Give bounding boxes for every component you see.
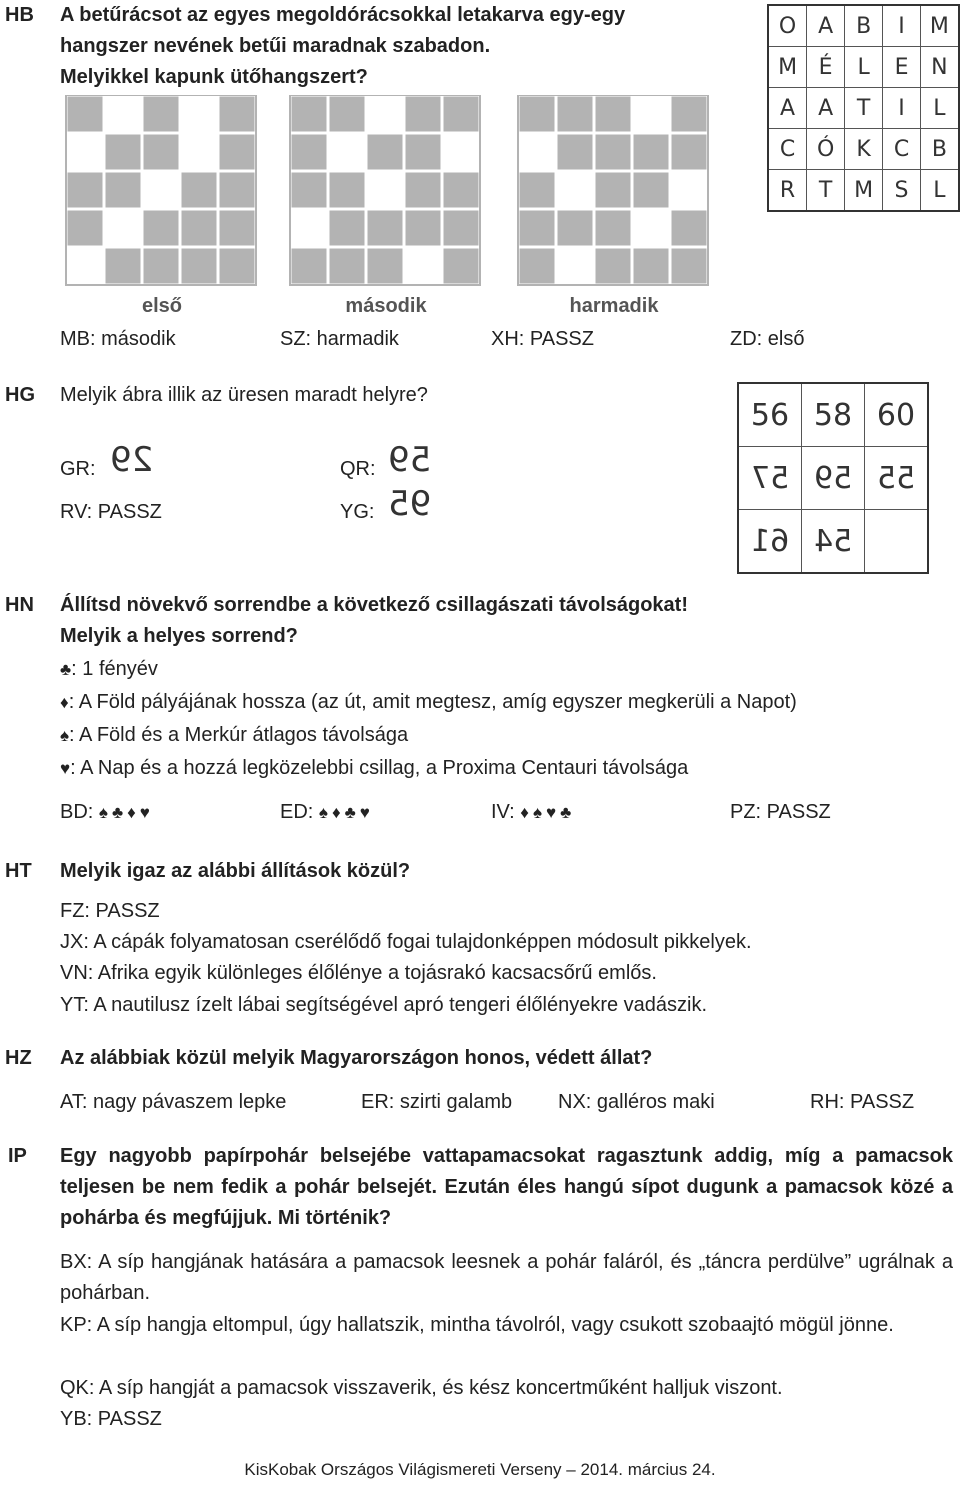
mask-cell-open (104, 209, 142, 247)
mask-cell-covered (594, 133, 632, 171)
mask-cell-covered (328, 95, 366, 133)
question-code-hb: HB (5, 4, 34, 26)
letter-cell: M (845, 170, 883, 212)
question-code-hn: HN (5, 594, 34, 616)
mask-cell-covered (366, 247, 404, 285)
mask-cell-covered (180, 171, 218, 209)
mask-cell-covered (142, 209, 180, 247)
mask-cell-covered (366, 209, 404, 247)
answer-bx: BX: A síp hangjának hatására a pamacsok leesnek a pohár faláról, és „táncra perdülve” ugrálnak a pohárban. (60, 1251, 953, 1304)
mask-cell-open (556, 171, 594, 209)
letter-cell: A (807, 5, 845, 47)
mask-cell-covered (632, 171, 670, 209)
answer-xh: XH: PASSZ (491, 328, 594, 350)
mask-grid-2 (290, 95, 480, 285)
number-cell: 56 (738, 383, 802, 447)
mask-cell-covered (66, 171, 104, 209)
mask-cell-covered (290, 171, 328, 209)
mask-cell-covered (594, 95, 632, 133)
letter-cell: Ó (807, 129, 845, 170)
mask-cell-covered (290, 95, 328, 133)
mask-cell-covered (142, 95, 180, 133)
mask-cell-open (180, 133, 218, 171)
mask-cell-covered (670, 95, 708, 133)
mask-cell-covered (632, 133, 670, 171)
mask-cell-covered (442, 209, 480, 247)
answer-gr-label: GR: (60, 458, 96, 480)
answer-pz: PZ: PASSZ (730, 801, 831, 823)
mask-cell-open (66, 133, 104, 171)
number-cell: 54 (802, 510, 865, 574)
mask-cell-covered (556, 209, 594, 247)
letter-cell: S (883, 170, 921, 212)
mask-cell-covered (670, 209, 708, 247)
mask-cell-open (328, 133, 366, 171)
mask-caption-2: második (345, 295, 427, 317)
mask-cell-covered (66, 95, 104, 133)
mask-cell-covered (442, 171, 480, 209)
mask-cell-covered (104, 247, 142, 285)
question-hz: Az alábbiak közül melyik Magyarországon honos, védett állat? (60, 1047, 653, 1069)
letter-cell: L (920, 88, 959, 129)
number-cell: 61 (738, 510, 802, 574)
mask-cell-open (142, 171, 180, 209)
item-diamond: ♦: A Föld pályájának hossza (az út, amit megtesz, amíg egyszer megkerüli a Napot) (60, 691, 797, 713)
mask-cell-covered (518, 209, 556, 247)
mask-cell-open (404, 247, 442, 285)
item-heart: ♥: A Nap és a hozzá legközelebbi csillag, a Proxima Centauri távolsága (60, 757, 689, 779)
diamond-icon: ♦ (60, 693, 69, 712)
letter-cell: C (883, 129, 921, 170)
letter-cell: I (883, 5, 921, 47)
letter-cell: I (883, 88, 921, 129)
question-ht: Melyik igaz az alábbi állítások közül? (60, 860, 411, 882)
mask-cell-covered (328, 247, 366, 285)
mask-cell-covered (594, 209, 632, 247)
answer-er: ER: szirti galamb (361, 1091, 513, 1113)
mask-grids (60, 95, 720, 295)
letter-cell: A (768, 88, 807, 129)
mask-cell-covered (290, 133, 328, 171)
mask-grid-1 (66, 95, 256, 285)
mask-cell-open (66, 247, 104, 285)
mask-cell-open (632, 95, 670, 133)
suit-sequence: ♦♠♥♣ (520, 803, 576, 822)
mask-caption-1: első (141, 295, 183, 317)
answer-iv: IV: ♦♠♥♣ (491, 801, 576, 823)
mask-cell-covered (180, 247, 218, 285)
answer-yb: YB: PASSZ (60, 1408, 162, 1430)
mask-cell-open (632, 209, 670, 247)
number-cell: 57 (738, 447, 802, 510)
page-footer: KisKobak Országos Világismereti Verseny – 2014. március 24. (244, 1460, 716, 1479)
mask-cell-open (670, 171, 708, 209)
mask-cell-covered (556, 133, 594, 171)
answer-mb: MB: második (60, 328, 176, 350)
mask-cell-covered (218, 247, 256, 285)
answer-qr-label: QR: (340, 458, 376, 480)
letter-cell: A (807, 88, 845, 129)
answer-gr-figure: 29 (110, 440, 154, 480)
spade-icon: ♠ (60, 726, 70, 745)
mask-cell-covered (442, 95, 480, 133)
mask-cell-covered (404, 209, 442, 247)
question-code-hz: HZ (5, 1047, 32, 1069)
answer-at: AT: nagy pávaszem lepke (60, 1091, 287, 1113)
mask-cell-covered (366, 133, 404, 171)
mask-cell-covered (404, 133, 442, 171)
answer-zd: ZD: első (730, 328, 805, 350)
letter-grid (767, 4, 960, 212)
answer-fz: FZ: PASSZ (60, 900, 160, 922)
answer-qr-figure: 59 (388, 440, 432, 480)
answer-ed: ED: ♠♦♣♥ (280, 801, 374, 823)
mask-cell-covered (104, 171, 142, 209)
number-grid (737, 382, 929, 574)
suit-sequence: ♠♣♦♥ (98, 803, 154, 822)
mask-cell-open (442, 133, 480, 171)
letter-cell: M (768, 47, 807, 88)
number-cell: 58 (802, 383, 865, 447)
question-hg: Melyik ábra illik az üresen maradt helyre? (60, 384, 428, 406)
letter-cell: T (807, 170, 845, 212)
question-code-hg: HG (5, 384, 35, 406)
item-club: ♣: 1 fényév (60, 658, 158, 680)
answer-rh: RH: PASSZ (810, 1091, 915, 1113)
mask-cell-covered (518, 171, 556, 209)
number-cell: 59 (802, 447, 865, 510)
mask-cell-covered (290, 247, 328, 285)
mask-cell-covered (670, 133, 708, 171)
mask-cell-covered (404, 95, 442, 133)
club-icon: ♣ (60, 660, 72, 679)
mask-cell-covered (518, 95, 556, 133)
letter-cell: L (920, 170, 959, 212)
letter-cell: L (845, 47, 883, 88)
mask-cell-covered (218, 133, 256, 171)
letter-cell: R (768, 170, 807, 212)
mask-cell-open (366, 95, 404, 133)
letter-cell: B (845, 5, 883, 47)
mask-cell-covered (632, 247, 670, 285)
mask-cell-covered (142, 133, 180, 171)
answer-bd: BD: ♠♣♦♥ (60, 801, 154, 823)
mask-caption-3: harmadik (569, 295, 659, 317)
number-cell: 55 (865, 447, 929, 510)
letter-cell: É (807, 47, 845, 88)
question-ip: Egy nagyobb papírpohár belsejébe vattapamacsokat ragasztunk addig, míg a pamacsok teljesen be nem fedik a pohár belsejét. Ezután éles hangú sípot dugunk a pamacsok közé a pohárba és megfújjuk. Mi történik? (60, 1145, 953, 1229)
letter-cell: T (845, 88, 883, 129)
letter-cell: O (768, 5, 807, 47)
mask-cell-covered (218, 209, 256, 247)
letter-cell: E (883, 47, 921, 88)
answer-rv: RV: PASSZ (60, 501, 162, 523)
question-hb: A betűrácsot az egyes megoldórácsokkal letakarva egy-egy hangszer nevének betűi maradnak szabadon. Melyikkel kapunk ütőhangszert? (60, 4, 626, 88)
mask-cell-open (366, 171, 404, 209)
answer-nx: NX: galléros maki (558, 1091, 715, 1113)
suit-sequence: ♠♦♣♥ (318, 803, 374, 822)
letter-cell: M (920, 5, 959, 47)
mask-cell-covered (556, 95, 594, 133)
letter-cell: B (920, 129, 959, 170)
mask-cell-covered (218, 171, 256, 209)
answer-yg-label: YG: (340, 501, 375, 523)
answer-yg-figure: 95 (388, 484, 432, 524)
mask-cell-covered (594, 171, 632, 209)
answer-kp: KP: A síp hangja eltompul, úgy hallatszik, mintha távolról, vagy csukott szobaajtó mögül jönne. (60, 1314, 894, 1336)
mask-cell-open (290, 209, 328, 247)
mask-cell-covered (104, 133, 142, 171)
question-code-ip: IP (8, 1145, 27, 1167)
mask-cell-covered (218, 95, 256, 133)
mask-cell-covered (66, 209, 104, 247)
mask-cell-covered (442, 247, 480, 285)
mask-cell-covered (180, 209, 218, 247)
answer-sz: SZ: harmadik (280, 328, 399, 350)
question-code-ht: HT (5, 860, 32, 882)
mask-cell-open (518, 133, 556, 171)
heart-icon: ♥ (60, 759, 71, 778)
mask-cell-covered (594, 247, 632, 285)
mask-cell-covered (404, 171, 442, 209)
mask-cell-open (556, 247, 594, 285)
number-cell-empty (865, 510, 929, 574)
mask-cell-covered (328, 209, 366, 247)
answer-jx: JX: A cápák folyamatosan cserélődő fogai tulajdonképpen módosult pikkelyek. (60, 931, 752, 953)
mask-cell-open (104, 95, 142, 133)
mask-cell-covered (328, 171, 366, 209)
letter-cell: C (768, 129, 807, 170)
mask-cell-covered (670, 247, 708, 285)
letter-cell: N (920, 47, 959, 88)
mask-grid-3 (518, 95, 708, 285)
item-spade: ♠: A Föld és a Merkúr átlagos távolsága (60, 724, 409, 746)
letter-cell: K (845, 129, 883, 170)
answer-qk: QK: A síp hangját a pamacsok visszaverik, és kész koncertműként halljuk viszont. (60, 1377, 783, 1399)
question-hn: Állítsd növekvő sorrendbe a következő csillagászati távolságokat! Melyik a helyes sorrend? (60, 594, 688, 647)
mask-cell-open (180, 95, 218, 133)
mask-cell-covered (518, 247, 556, 285)
answer-yt: YT: A nautilusz ízelt lábai segítségével apró tengeri élőlényekre vadászik. (60, 994, 708, 1016)
number-cell: 60 (865, 383, 929, 447)
mask-cell-covered (142, 247, 180, 285)
answer-vn: VN: Afrika egyik különleges élőlénye a tojásrakó kacsacsőrű emlős. (60, 962, 657, 984)
